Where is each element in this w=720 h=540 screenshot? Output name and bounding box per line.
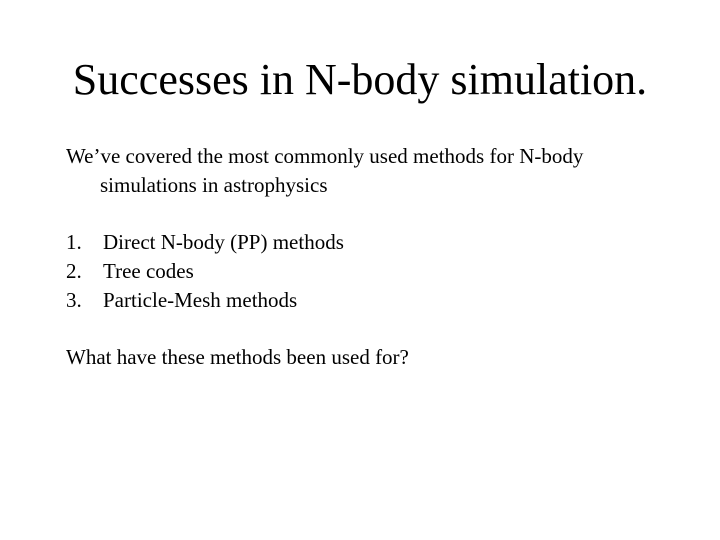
list-item-number: 1. [66,230,82,254]
list-item-text: Direct N-body (PP) methods [103,230,344,254]
list-item-number: 3. [66,288,82,312]
list-item-number: 2. [66,259,82,283]
list-item [66,257,706,286]
slide-title: Successes in N-body simulation. [72,55,648,104]
list-item [66,228,706,257]
intro-line-1: We’ve covered the most commonly used methods for N-body [66,144,584,168]
list-item-text: Particle-Mesh methods [103,288,298,312]
intro-paragraph [66,142,706,200]
list-item-text: Tree codes [103,259,194,283]
list-item [66,286,706,315]
methods-list [66,228,706,315]
intro-line-2: simulations in astrophysics [100,173,328,197]
closing-question: What have these methods been used for? [66,345,409,369]
